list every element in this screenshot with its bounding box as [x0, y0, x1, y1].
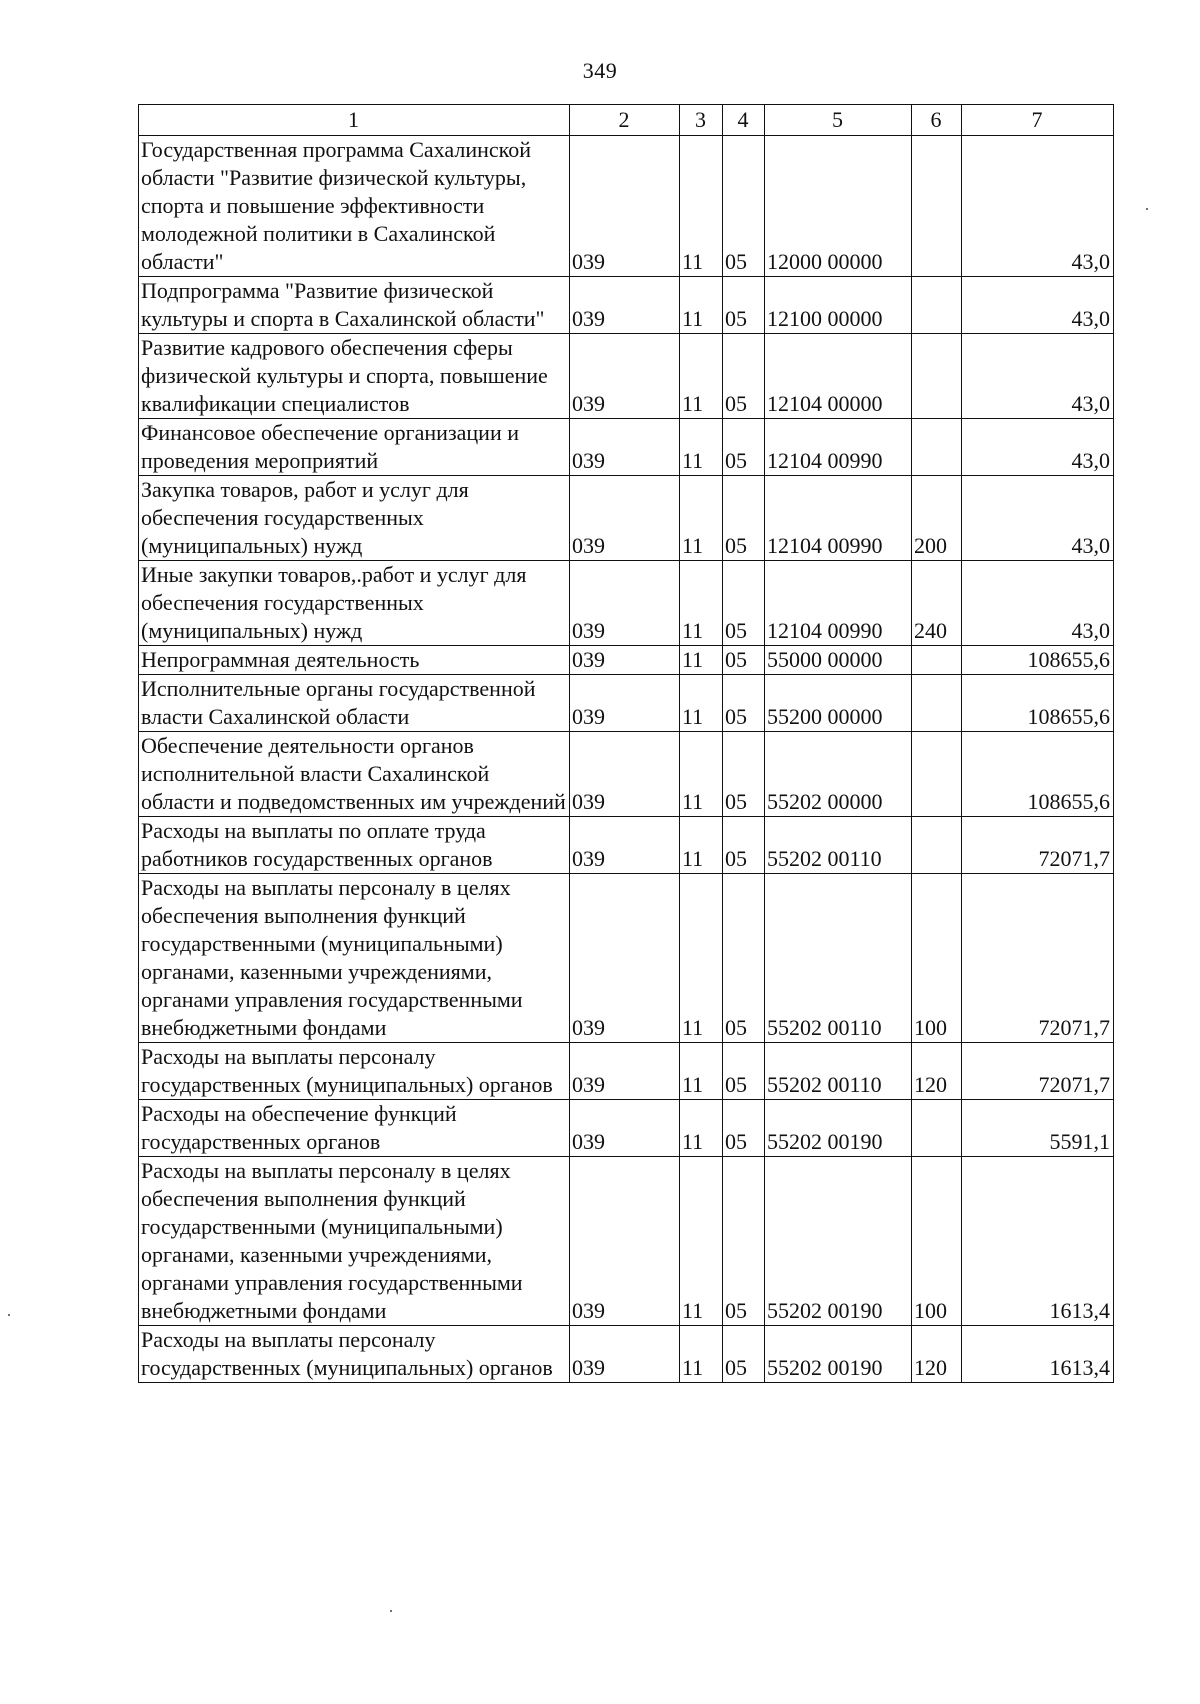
cell-col6 — [912, 817, 962, 874]
table-row — [139, 646, 1114, 675]
cell-col2: 039 — [570, 1100, 680, 1157]
cell-col6: 120 — [912, 1326, 962, 1383]
cell-col6 — [912, 419, 962, 476]
table-row — [139, 561, 1114, 646]
cell-col3: 11 — [680, 817, 723, 874]
cell-name — [139, 1043, 570, 1100]
row-name-text: Исполнительные органы государственной власти Сахалинской области — [141, 676, 536, 729]
cell-col2: 039 — [570, 646, 680, 675]
cell-col5: 55000 00000 — [765, 646, 912, 675]
cell-col2: 039 — [570, 561, 680, 646]
cell-col3: 11 — [680, 476, 723, 561]
table-row — [139, 874, 1114, 1043]
cell-col4: 05 — [723, 1157, 765, 1326]
cell-col6 — [912, 334, 962, 419]
cell-col3: 11 — [680, 732, 723, 817]
cell-col7: 43,0 — [962, 419, 1114, 476]
cell-col7: 72071,7 — [962, 1043, 1114, 1100]
row-name-text: Финансовое обеспечение организации и проведения мероприятий — [141, 420, 519, 473]
row-name-text: Иные закупки товаров,.работ и услуг для обеспечения государственных (муниципальных) нужд — [141, 562, 527, 643]
cell-col2: 039 — [570, 732, 680, 817]
cell-col4: 05 — [723, 646, 765, 675]
column-header-5: 5 — [765, 105, 912, 136]
cell-col4: 05 — [723, 561, 765, 646]
column-header-2: 2 — [570, 105, 680, 136]
cell-col4: 05 — [723, 419, 765, 476]
cell-col5: 55202 00000 — [765, 732, 912, 817]
cell-col6: 100 — [912, 874, 962, 1043]
row-name-text: Расходы на выплаты персоналу в целях обеспечения выполнения функций государственными (муниципальными) органами, казенными учреждениями, органами управления государственными внебюджетными фондами — [141, 1158, 523, 1323]
cell-col6 — [912, 277, 962, 334]
row-name-text: Расходы на выплаты персоналу в целях обеспечения выполнения функций государственными (муниципальными) органами, казенными учреждениями, органами управления государственными внебюджетными фондами — [141, 875, 523, 1040]
cell-col5: 12104 00990 — [765, 419, 912, 476]
cell-col2: 039 — [570, 675, 680, 732]
cell-col7: 108655,6 — [962, 675, 1114, 732]
cell-name — [139, 874, 570, 1043]
cell-col3: 11 — [680, 1100, 723, 1157]
cell-col5: 55202 00190 — [765, 1100, 912, 1157]
table-row — [139, 1326, 1114, 1383]
row-name-text: Подпрограмма "Развитие физической культуры и спорта в Сахалинской области" — [141, 278, 545, 331]
cell-col3: 11 — [680, 646, 723, 675]
cell-col4: 05 — [723, 1100, 765, 1157]
row-name-text: Государственная программа Сахалинской области "Развитие физической культуры, спорта и повышение эффективности молодежной политики в Сахалинской области" — [141, 137, 531, 274]
cell-name — [139, 817, 570, 874]
row-name-text: Расходы на выплаты персоналу государственных (муниципальных) органов — [141, 1327, 553, 1380]
cell-name — [139, 476, 570, 561]
cell-col5: 12104 00990 — [765, 561, 912, 646]
scan-dust-mark — [8, 1314, 10, 1316]
cell-name — [139, 1326, 570, 1383]
cell-col3: 11 — [680, 277, 723, 334]
cell-col6 — [912, 675, 962, 732]
table-header — [139, 105, 1114, 136]
row-name-text: Закупка товаров, работ и услуг для обеспечения государственных (муниципальных) нужд — [141, 477, 469, 558]
cell-col7: 43,0 — [962, 277, 1114, 334]
column-header-1: 1 — [139, 105, 570, 136]
cell-name — [139, 561, 570, 646]
cell-col6: 120 — [912, 1043, 962, 1100]
cell-col7: 5591,1 — [962, 1100, 1114, 1157]
table-row — [139, 1100, 1114, 1157]
table-row — [139, 817, 1114, 874]
table-body — [139, 136, 1114, 1383]
cell-col6 — [912, 646, 962, 675]
column-header-7: 7 — [962, 105, 1114, 136]
cell-col7: 72071,7 — [962, 817, 1114, 874]
cell-col3: 11 — [680, 1157, 723, 1326]
cell-col6 — [912, 136, 962, 277]
cell-col5: 55202 00110 — [765, 874, 912, 1043]
cell-col3: 11 — [680, 561, 723, 646]
cell-col5: 55200 00000 — [765, 675, 912, 732]
cell-col6: 200 — [912, 476, 962, 561]
cell-col3: 11 — [680, 675, 723, 732]
cell-col4: 05 — [723, 874, 765, 1043]
table-row — [139, 334, 1114, 419]
table-row — [139, 1157, 1114, 1326]
cell-col6 — [912, 1100, 962, 1157]
table-row — [139, 476, 1114, 561]
table-row — [139, 732, 1114, 817]
cell-col5: 55202 00110 — [765, 817, 912, 874]
cell-col6 — [912, 732, 962, 817]
cell-name — [139, 277, 570, 334]
scan-dust-mark — [1146, 208, 1148, 210]
cell-col7: 72071,7 — [962, 874, 1114, 1043]
row-name-text: Непрограммная деятельность — [141, 647, 420, 672]
cell-col5: 12104 00990 — [765, 476, 912, 561]
cell-col7: 1613,4 — [962, 1157, 1114, 1326]
row-name-text: Обеспечение деятельности органов исполнительной власти Сахалинской области и подведомственных им учреждений — [141, 733, 566, 814]
cell-name — [139, 646, 570, 675]
cell-col3: 11 — [680, 874, 723, 1043]
cell-col4: 05 — [723, 136, 765, 277]
cell-name — [139, 732, 570, 817]
table-row — [139, 277, 1114, 334]
table-row — [139, 419, 1114, 476]
column-header-3: 3 — [680, 105, 723, 136]
cell-col6: 100 — [912, 1157, 962, 1326]
cell-col4: 05 — [723, 1043, 765, 1100]
page-number: 349 — [582, 58, 618, 83]
cell-col2: 039 — [570, 334, 680, 419]
cell-col3: 11 — [680, 1326, 723, 1383]
cell-col4: 05 — [723, 277, 765, 334]
cell-col5: 55202 00190 — [765, 1326, 912, 1383]
cell-name — [139, 1100, 570, 1157]
row-name-text: Расходы на обеспечение функций государственных органов — [141, 1101, 457, 1154]
cell-col4: 05 — [723, 675, 765, 732]
cell-col4: 05 — [723, 817, 765, 874]
cell-col2: 039 — [570, 476, 680, 561]
cell-col7: 43,0 — [962, 136, 1114, 277]
cell-col3: 11 — [680, 419, 723, 476]
cell-col4: 05 — [723, 476, 765, 561]
cell-name — [139, 675, 570, 732]
header-row — [139, 105, 1114, 136]
cell-col2: 039 — [570, 817, 680, 874]
cell-col5: 12100 00000 — [765, 277, 912, 334]
cell-col7: 1613,4 — [962, 1326, 1114, 1383]
cell-col3: 11 — [680, 334, 723, 419]
column-header-4: 4 — [723, 105, 765, 136]
cell-col4: 05 — [723, 1326, 765, 1383]
cell-col2: 039 — [570, 1043, 680, 1100]
cell-name — [139, 1157, 570, 1326]
cell-col7: 108655,6 — [962, 646, 1114, 675]
cell-col2: 039 — [570, 136, 680, 277]
table-row — [139, 675, 1114, 732]
table-row — [139, 136, 1114, 277]
cell-col3: 11 — [680, 136, 723, 277]
cell-col7: 43,0 — [962, 476, 1114, 561]
cell-name — [139, 419, 570, 476]
cell-col2: 039 — [570, 1157, 680, 1326]
cell-name — [139, 334, 570, 419]
budget-table — [138, 104, 1114, 1383]
cell-col4: 05 — [723, 732, 765, 817]
row-name-text: Развитие кадрового обеспечения сферы физической культуры и спорта, повышение квалификации специалистов — [141, 335, 548, 416]
cell-col5: 12000 00000 — [765, 136, 912, 277]
row-name-text: Расходы на выплаты персоналу государственных (муниципальных) органов — [141, 1044, 553, 1097]
cell-col5: 12104 00000 — [765, 334, 912, 419]
cell-col6: 240 — [912, 561, 962, 646]
column-header-6: 6 — [912, 105, 962, 136]
row-name-text: Расходы на выплаты по оплате труда работников государственных органов — [141, 818, 493, 871]
cell-col2: 039 — [570, 1326, 680, 1383]
cell-col3: 11 — [680, 1043, 723, 1100]
scan-dust-mark — [390, 1610, 392, 1612]
cell-col5: 55202 00190 — [765, 1157, 912, 1326]
cell-col4: 05 — [723, 334, 765, 419]
cell-col2: 039 — [570, 874, 680, 1043]
cell-name — [139, 136, 570, 277]
table-row — [139, 1043, 1114, 1100]
cell-col2: 039 — [570, 277, 680, 334]
cell-col5: 55202 00110 — [765, 1043, 912, 1100]
cell-col2: 039 — [570, 419, 680, 476]
cell-col7: 43,0 — [962, 334, 1114, 419]
cell-col7: 108655,6 — [962, 732, 1114, 817]
cell-col7: 43,0 — [962, 561, 1114, 646]
